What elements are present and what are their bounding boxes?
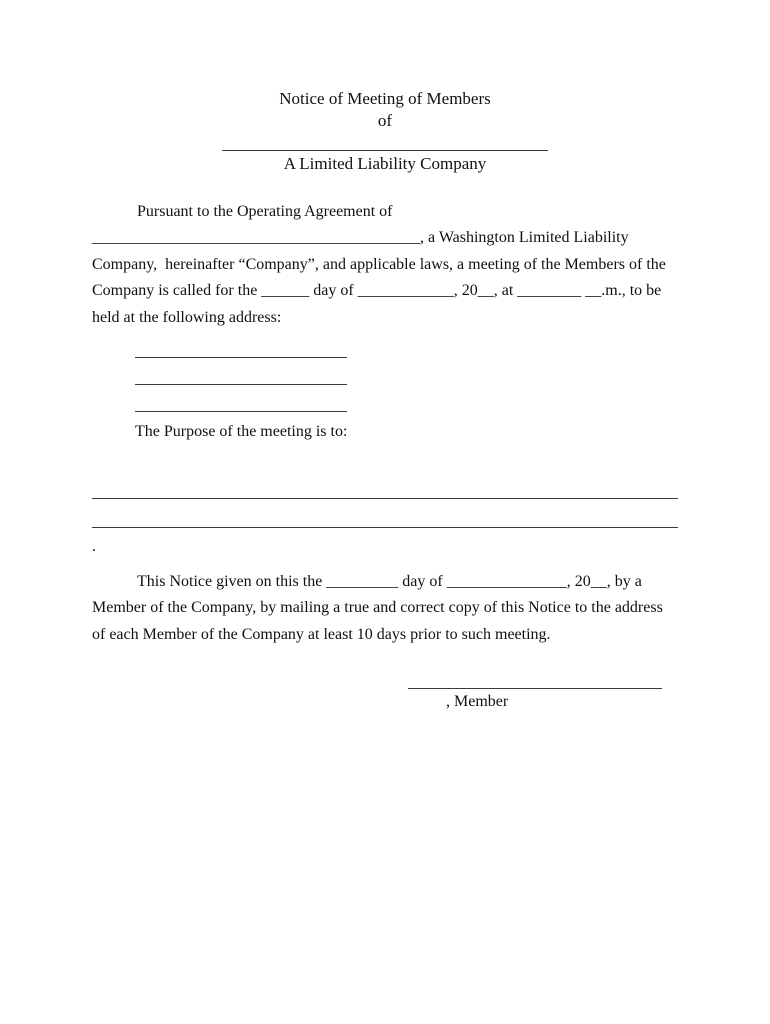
purpose-label: The Purpose of the meeting is to:: [135, 423, 348, 440]
address-block: [92, 331, 678, 412]
address-blank-line-3: [135, 385, 347, 412]
title-block: [92, 88, 678, 175]
company-name-blank-line: [222, 132, 548, 151]
member-label: , Member: [446, 693, 509, 710]
stray-period: .: [92, 537, 96, 555]
paragraph-notice-given: This Notice given on this the _________ day of _______________, 20__, by a Member of the Company, by mailing a true and correct copy of this Notice to the address of each Member of the Company at least 10 days prior to such meeting.: [92, 572, 667, 643]
title-llc: A Limited Liability Company: [283, 154, 487, 173]
document-title: Notice of Meeting of Members: [279, 89, 491, 108]
purpose-blank-line-1: [92, 498, 678, 499]
title-of: of: [377, 110, 393, 130]
purpose-blank-line-2: [92, 527, 678, 528]
paragraph-pursuant: Pursuant to the Operating Agreement of _________________________________________, a Washington Limited Liability Company, hereinafter “Company”, and applicable laws, a meeting of the Members of the Company is called for the ______ day of ____________, 20__, at ________ __.m., to be held at the following address:: [92, 202, 670, 326]
address-blank-line-2: [135, 358, 347, 385]
signature-block: [408, 688, 662, 715]
address-blank-line-1: [135, 331, 347, 358]
